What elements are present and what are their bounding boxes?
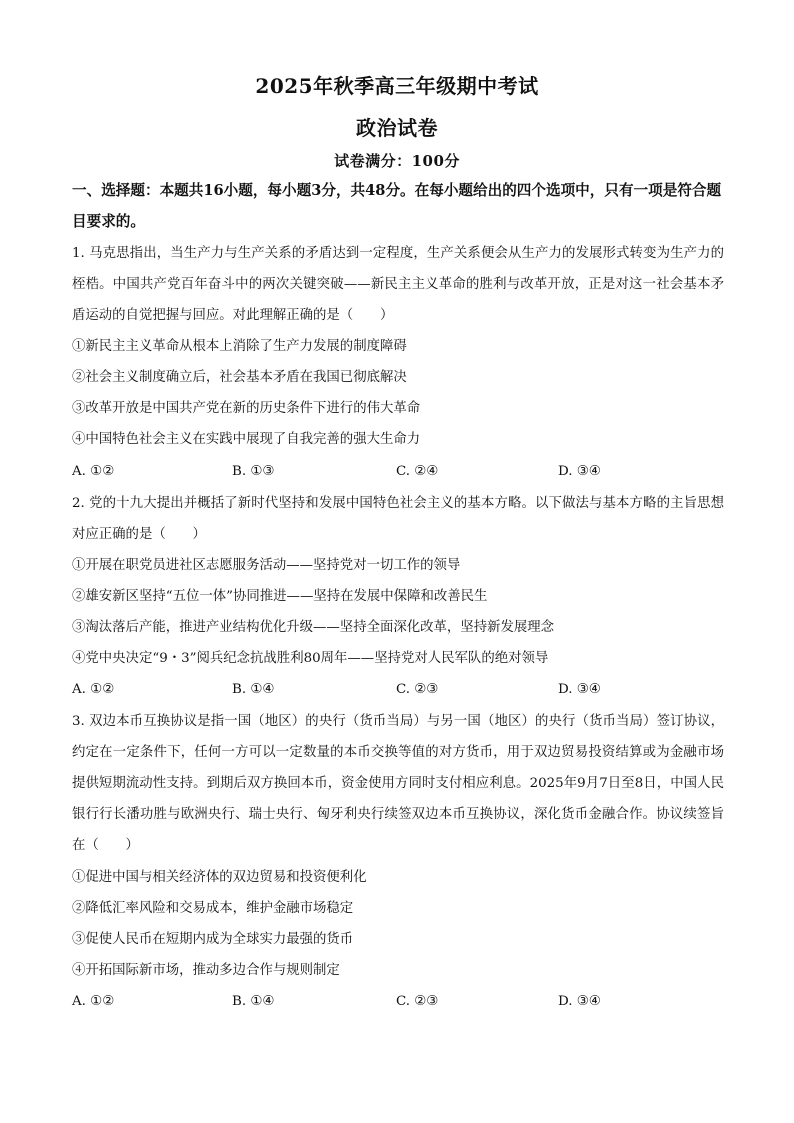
question-2-item-1: ①开展在职党员进社区志愿服务活动——坚持党对一切工作的领导 bbox=[72, 558, 461, 573]
question-1-item-4: ④中国特色社会主义在实践中展现了自我完善的强大生命力 bbox=[72, 432, 421, 447]
question-3-item-4: ④开拓国际新市场，推动多边合作与规则制定 bbox=[72, 963, 340, 978]
question-2-choices bbox=[72, 674, 724, 705]
exam-subject: 政治试卷 bbox=[356, 116, 438, 140]
question-2-stem: 2. 党的十九大提出并概括了新时代坚持和发展中国特色社会主义的基本方略。以下做法与基本方略的主旨思想对应正确的是（ ） bbox=[72, 496, 724, 542]
question-2-item-4: ④党中央决定“9・3”阅兵纪念抗战胜利80周年——坚持党对人民军队的绝对领导 bbox=[72, 651, 549, 666]
question-3-choice-a[interactable]: A. ①② bbox=[72, 994, 115, 1009]
question-3-choices bbox=[72, 986, 724, 1017]
full-score: 试卷满分：100分 bbox=[334, 152, 460, 170]
question-2-choice-a[interactable]: A. ①② bbox=[72, 682, 115, 697]
question-3-item-3: ③促使人民币在短期内成为全球实力最强的货币 bbox=[72, 932, 354, 947]
question-1-stem: 1. 马克思指出，当生产力与生产关系的矛盾达到一定程度，生产关系便会从生产力的发展形式转变为生产力的桎梏。中国共产党百年奋斗中的两次关键突破——新民主主义革命的胜利与改革开放，正是对这一社会基本矛盾运动的自觉把握与回应。对此理解正确的是（ ） bbox=[72, 246, 724, 323]
question-1-item-3: ③改革开放是中国共产党在新的历史条件下进行的伟大革命 bbox=[72, 401, 421, 416]
question-2-item-3: ③淘汰落后产能，推进产业结构优化升级——坚持全面深化改革，坚持新发展理念 bbox=[72, 620, 555, 635]
question-3-choice-d[interactable]: D. ③④ bbox=[558, 994, 601, 1009]
question-1-choice-b[interactable]: B. ①③ bbox=[232, 464, 275, 479]
question-3-choice-c[interactable]: C. ②③ bbox=[396, 994, 439, 1009]
question-1-choice-c[interactable]: C. ②④ bbox=[396, 464, 439, 479]
question-1-choice-d[interactable]: D. ③④ bbox=[558, 464, 601, 479]
question-3-item-1: ①促进中国与相关经济体的双边贸易和投资便利化 bbox=[72, 870, 367, 885]
question-2-choice-c[interactable]: C. ②③ bbox=[396, 682, 439, 697]
question-1-choice-a[interactable]: A. ①② bbox=[72, 464, 115, 479]
question-2-choice-d[interactable]: D. ③④ bbox=[558, 682, 601, 697]
exam-title: 2025年秋季高三年级期中考试 bbox=[255, 74, 539, 98]
question-1-choices bbox=[72, 456, 724, 487]
question-1-item-1: ①新民主主义革命从根本上消除了生产力发展的制度障碍 bbox=[72, 339, 407, 354]
question-2-item-2: ②雄安新区坚持“五位一体”协同推进——坚持在发展中保障和改善民生 bbox=[72, 589, 488, 604]
question-3-stem: 3. 双边本币互换协议是指一国（地区）的央行（货币当局）与另一国（地区）的央行（货币当局）签订协议，约定在一定条件下，任何一方可以一定数量的本币交换等值的对方货币，用于双边贸易投资结算或为金融市场提供短期流动性支持。到期后双方换回本币，资金使用方同时支付相应利息。2025年9月7日至8日，中国人民银行行长潘功胜与欧洲央行、瑞士央行、匈牙利央行续签双边本币互换协议，深化货币金融合作。协议续签旨在（ ） bbox=[72, 714, 724, 853]
question-3-item-2: ②降低汇率风险和交易成本，维护金融市场稳定 bbox=[72, 901, 354, 916]
question-3-choice-b[interactable]: B. ①④ bbox=[232, 994, 275, 1009]
question-2-choice-b[interactable]: B. ①④ bbox=[232, 682, 275, 697]
section-instruction: 一、选择题：本题共16小题，每小题3分，共48分。在每小题给出的四个选项中，只有一项是符合题目要求的。 bbox=[72, 182, 722, 230]
question-1-item-2: ②社会主义制度确立后，社会基本矛盾在我国已彻底解决 bbox=[72, 370, 407, 385]
